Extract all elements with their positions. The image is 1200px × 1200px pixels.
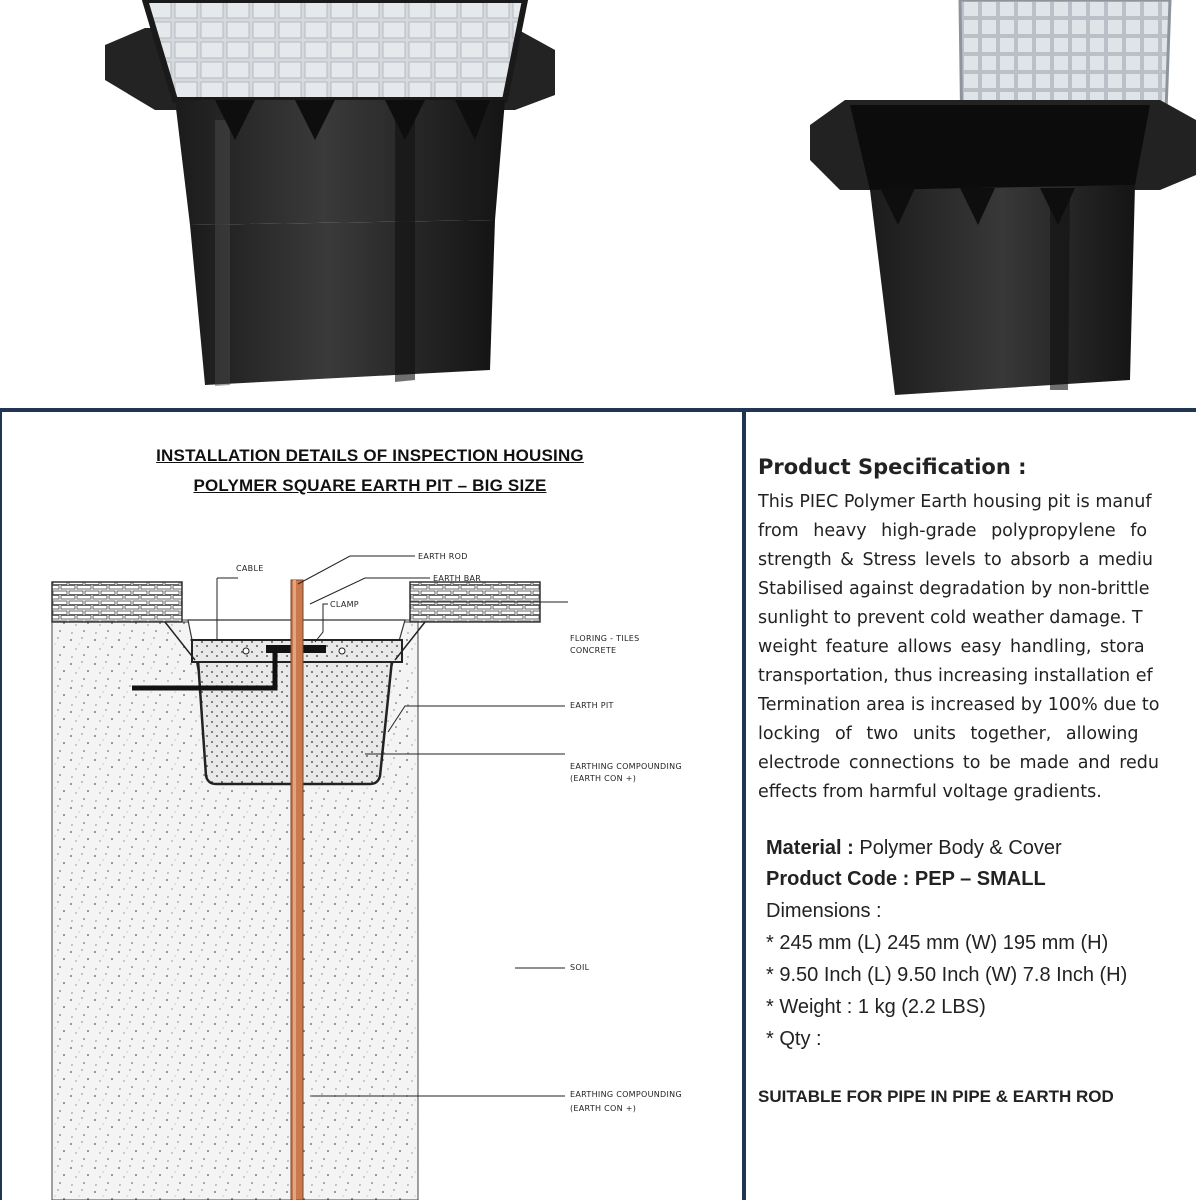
spec-dimension-mm: * 245 mm (L) 245 mm (W) 195 mm (H): [766, 932, 1109, 954]
label-cable: CABLE: [236, 564, 264, 573]
spec-heading: Product Specification :: [758, 455, 1027, 479]
drawing-title-line-1: INSTALLATION DETAILS OF INSPECTION HOUSING: [156, 446, 584, 465]
spec-material: [766, 837, 1062, 860]
material-label: Material :: [766, 837, 854, 859]
spec-dimension-inch: * 9.50 Inch (L) 9.50 Inch (W) 7.8 Inch (H): [766, 964, 1128, 986]
label-earth-pit: EARTH PIT: [570, 701, 614, 710]
spec-body-line: This PIEC Polymer Earth housing pit is manuf: [758, 492, 1152, 512]
spec-body-line: weight feature allows easy handling, stora: [758, 637, 1145, 657]
spec-body-line: effects from harmful voltage gradients.: [758, 782, 1102, 802]
floor-tiles-left: [52, 582, 182, 622]
page-border-left: [0, 412, 2, 1200]
spec-body-line: Termination area is increased by 100% due to: [758, 695, 1160, 715]
label-earth-con: (EARTH CON +): [570, 774, 637, 783]
label-earthing-compound: EARTHING COMPOUNDING: [570, 762, 682, 771]
spec-dimensions-label: Dimensions :: [766, 900, 882, 922]
label-flooring-concrete: CONCRETE: [570, 646, 617, 655]
page-edge-right: [1196, 0, 1200, 1200]
earth-pit-closed-image: [95, 0, 575, 400]
label-clamp: CLAMP: [330, 600, 359, 609]
spec-body-line: strength & Stress levels to absorb a mediu: [758, 550, 1153, 570]
label-earthing-compound-bottom: EARTHING COMPOUNDING: [570, 1090, 682, 1099]
label-earth-rod: EARTH ROD: [418, 552, 468, 561]
label-soil: SOIL: [570, 963, 590, 972]
spec-body-line: electrode connections to be made and redu: [758, 753, 1159, 773]
spec-body: [758, 488, 1198, 807]
material-value: Polymer Body & Cover: [853, 837, 1062, 859]
suitability-note: SUITABLE FOR PIPE IN PIPE & EARTH ROD: [758, 1087, 1114, 1106]
spec-body-line: Stabilised against degradation by non-brittle: [758, 579, 1150, 599]
earth-rod: [291, 580, 303, 1200]
spec-body-line: from heavy high-grade polypropylene fo: [758, 521, 1148, 541]
spec-qty: * Qty :: [766, 1028, 822, 1050]
earth-pit-open-image: [800, 0, 1196, 400]
label-earth-con-bottom: (EARTH CON +): [570, 1104, 637, 1113]
spec-body-line: transportation, thus increasing installation ef: [758, 666, 1153, 686]
spec-product-code: Product Code : PEP – SMALL: [766, 868, 1046, 890]
section-divider-horizontal: [0, 408, 1200, 412]
section-divider-vertical: [742, 412, 746, 1200]
label-earth-bar: EARTH BAR: [433, 574, 482, 583]
spec-body-line: sunlight to prevent cold weather damage. T: [758, 608, 1143, 628]
spec-weight: * Weight : 1 kg (2.2 LBS): [766, 996, 986, 1018]
label-flooring-tiles: FLORING - TILES: [570, 634, 640, 643]
spec-body-line: locking of two units together, allowing: [758, 724, 1139, 744]
product-photos-panel: [0, 0, 1200, 412]
drawing-title-line-2: POLYMER SQUARE EARTH PIT – BIG SIZE: [193, 476, 547, 495]
